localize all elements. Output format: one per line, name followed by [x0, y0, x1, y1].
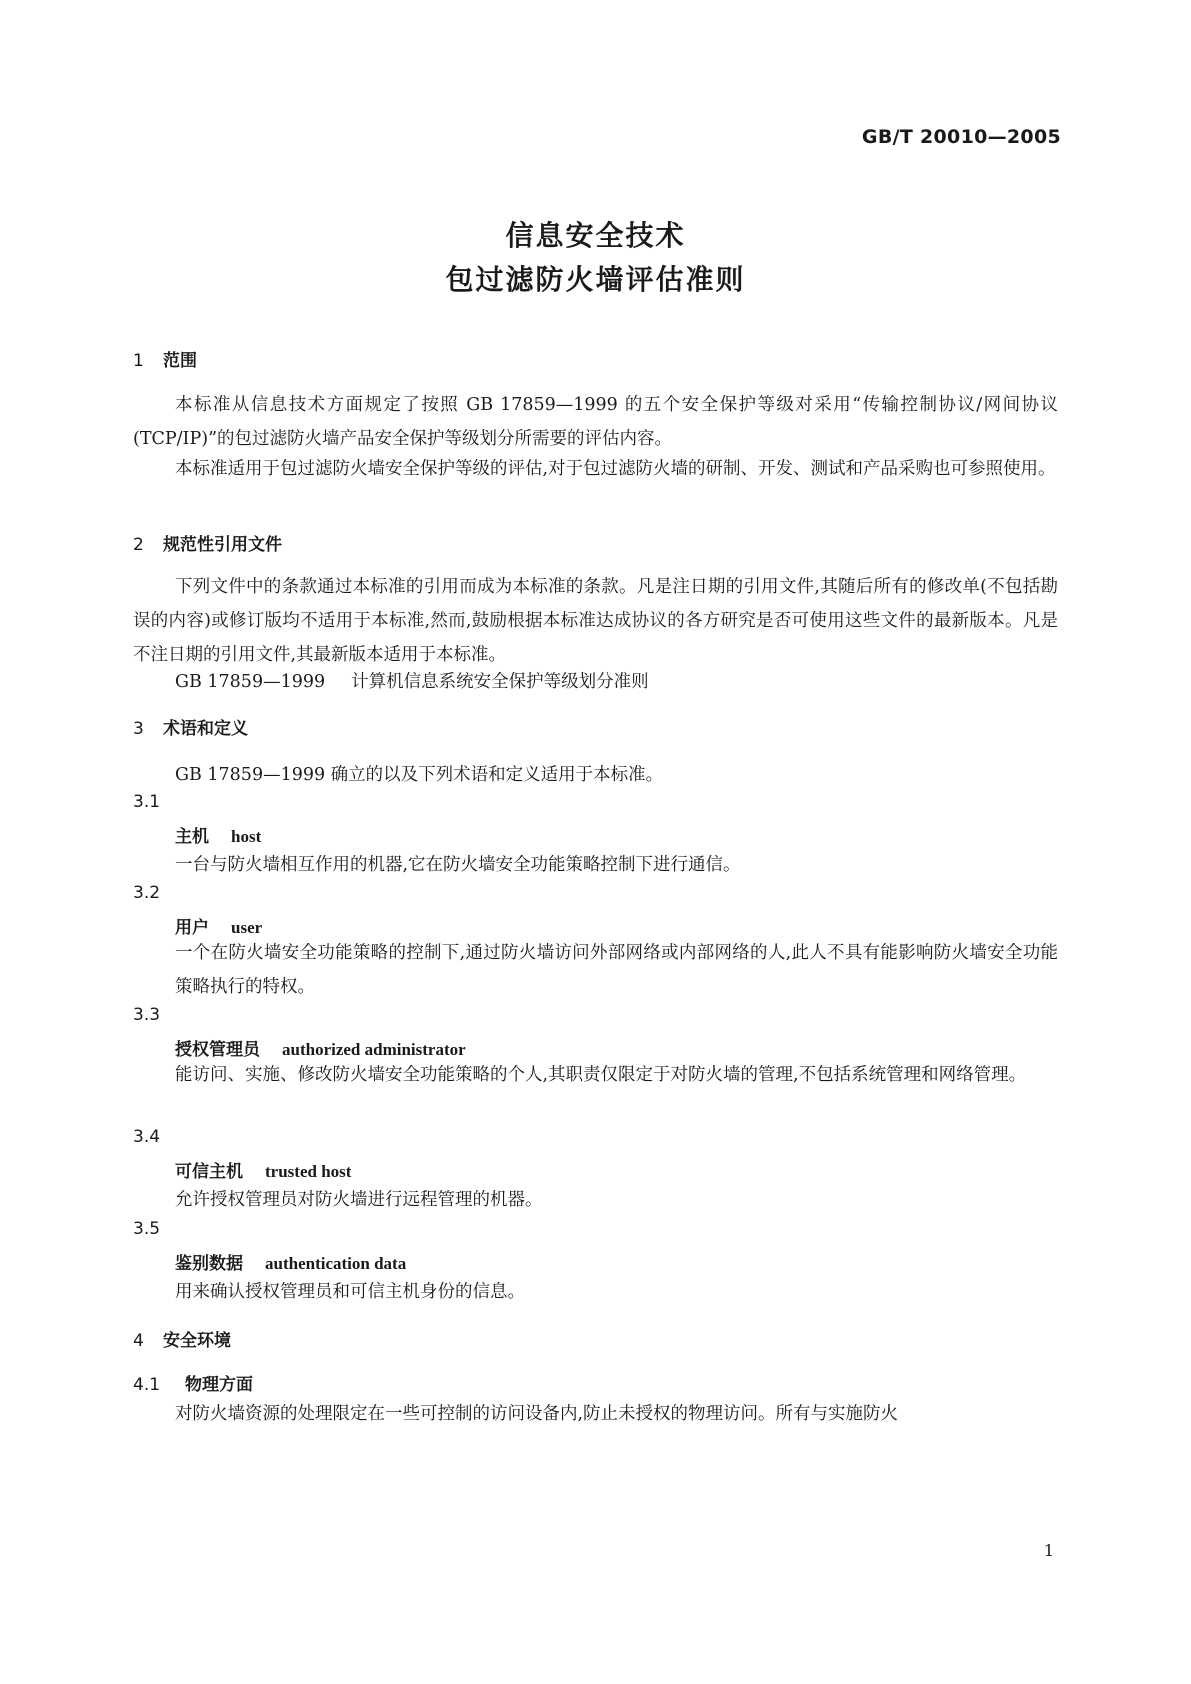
section-2-paragraph-1: 下列文件中的条款通过本标准的引用而成为本标准的条款。凡是注日期的引用文件,其随后所有的修改单(不包括勘误的内容)或修订版均不适用于本标准,然而,鼓励根据本标准达成协议的各方研究是否可使用这些文件的最新版本。凡是不注日期的引用文件,其最新版本适用于本标准。 [133, 577, 1058, 665]
section-number: 2 [133, 535, 144, 555]
term-definition-text: 一个在防火墙安全功能策略的控制下,通过防火墙访问外部网络或内部网络的人,此人不具有能影响防火墙安全功能策略执行的特权。 [175, 943, 1058, 997]
reference-title: 计算机信息系统安全保护等级划分准则 [351, 672, 649, 692]
section-title: 术语和定义 [163, 719, 248, 739]
subsection-title: 物理方面 [185, 1375, 253, 1395]
term-english: trusted host [265, 1162, 352, 1181]
term-english: host [231, 827, 262, 846]
term-definition: 能访问、实施、修改防火墙安全功能策略的个人,其职责仅限定于对防火墙的管理,不包括系统管理和网络管理。 [175, 1065, 1027, 1085]
term-heading [175, 913, 262, 938]
term-number: 3.2 [133, 883, 161, 903]
term-definition [175, 936, 1058, 1004]
section-1-paragraph-1: 本标准从信息技术方面规定了按照 GB 17859—1999 的五个安全保护等级对采用“传输控制协议/网间协议(TCP/IP)”的包过滤防火墙产品安全保护等级划分所需要的评估内容。 [133, 395, 1058, 449]
term-number: 3.5 [133, 1219, 161, 1239]
subsection-number: 4.1 [133, 1375, 161, 1395]
term-number: 3.4 [133, 1127, 161, 1147]
section-3-intro: GB 17859—1999 确立的以及下列术语和定义适用于本标准。 [175, 765, 664, 785]
term-heading [175, 1249, 406, 1274]
term-chinese: 可信主机 [175, 1162, 243, 1182]
section-1-paragraph-2: 本标准适用于包过滤防火墙安全保护等级的评估,对于包过滤防火墙的研制、开发、测试和产品采购也可参照使用。 [175, 459, 1056, 479]
term-english: authentication data [265, 1254, 407, 1273]
section-2-heading [133, 530, 282, 555]
term-chinese: 授权管理员 [175, 1040, 260, 1060]
reference-code: GB 17859—1999 [175, 672, 326, 692]
term-heading [175, 822, 261, 847]
section-4-heading [133, 1326, 231, 1351]
section-4-1-heading [133, 1370, 253, 1395]
term-english: authorized administrator [282, 1040, 466, 1059]
section-title: 规范性引用文件 [163, 535, 282, 555]
term-definition: 一台与防火墙相互作用的机器,它在防火墙安全功能策略控制下进行通信。 [175, 855, 741, 875]
page-number: 1 [1043, 1541, 1054, 1560]
doc-title-line1: 信息安全技术 [505, 219, 686, 252]
term-number: 3.1 [133, 792, 161, 812]
section-number: 1 [133, 351, 144, 371]
doc-title-line2: 包过滤防火墙评估准则 [445, 263, 746, 296]
standard-code: GB/T 20010—2005 [861, 126, 1061, 148]
term-heading [175, 1157, 351, 1182]
section-title: 范围 [163, 351, 197, 371]
normative-reference [175, 668, 649, 693]
term-english: user [231, 918, 263, 937]
term-heading [175, 1035, 466, 1060]
section-number: 4 [133, 1331, 144, 1351]
section-1-heading [133, 346, 197, 371]
section-number: 3 [133, 719, 144, 739]
term-definition: 允许授权管理员对防火墙进行远程管理的机器。 [175, 1190, 543, 1210]
section-3-heading [133, 714, 248, 739]
term-chinese: 用户 [175, 918, 209, 938]
term-chinese: 主机 [175, 827, 209, 847]
section-title: 安全环境 [163, 1331, 231, 1351]
term-chinese: 鉴别数据 [175, 1254, 243, 1274]
term-definition: 用来确认授权管理员和可信主机身份的信息。 [175, 1282, 525, 1302]
section-4-1-paragraph: 对防火墙资源的处理限定在一些可控制的访问设备内,防止未授权的物理访问。所有与实施防火 [175, 1404, 899, 1424]
term-number: 3.3 [133, 1005, 161, 1025]
